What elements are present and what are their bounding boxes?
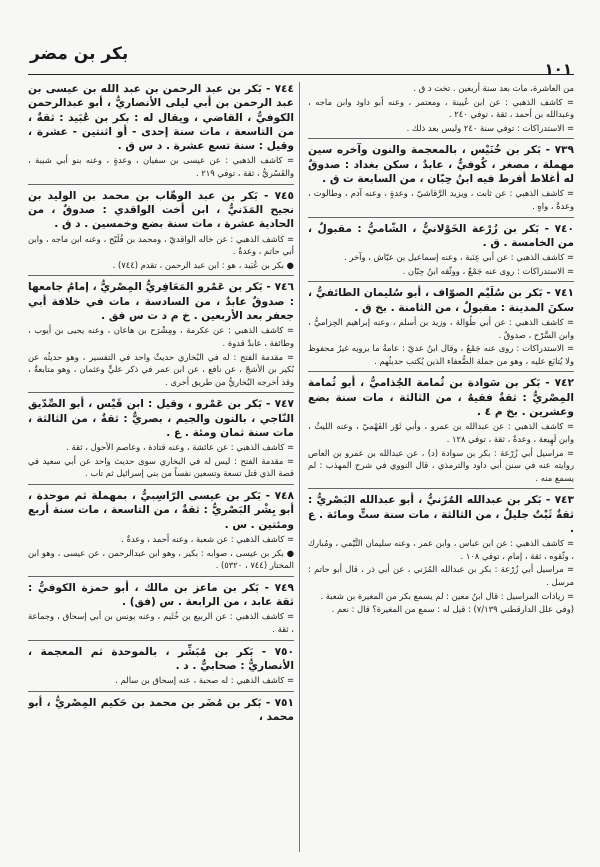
entry-heading: ٧٤٣ - بَكر بن عبدالله المُزَنيُّ ، أبو عبدالله البَصْريُّ : ثقةٌ ثَبْتٌ جليلٌ ، من الثالثة ، مات سنة ستٍّ ومائة . ع . <box>308 494 574 535</box>
entry-separator <box>28 691 294 692</box>
entry-heading: ٧٤٧ - بَكر بن عَمْرو ، وقيل : ابن قَيْس ، أبو الصِّدّيق النّاجي ، بالنون والجيم ، بصريٌّ : ثقةٌ ، من الثالثة ، مات سنة ثمان ومئة . ع . <box>28 398 294 439</box>
entry-heading: ٧٥١ - بَكر بن مُضَر بن محمد بن حَكيم المِصْريُّ ، أبو محمد ، <box>28 696 294 724</box>
entry-separator <box>28 640 294 641</box>
entry-heading: ٧٤٤ - بَكر بن عبد الرحمن بن عبد الله بن عيسى بن عبد الرحمن بن أبي ليلى الأنصاريُّ ، أبو عبدالرحمن الكوفيُّ ، القاضي ، ويقال له : بكر بن عُبَيد : ثقةٌ ، من التاسعة ، مات سنة إحدى - أو اثنتين - عشرة ، وقيل : سنة تسع عشرة . د س ق . <box>28 83 294 153</box>
entry-heading: ٧٤٦ - بَكر بن عَمْرو المَعَافِريُّ المِصْريُّ ، إمامُ جامعها : صدوقٌ عابدٌ ، من السادسة ، مات في خلافة أبي جعفر بعد الأربعين . خ م د ت س فق . <box>28 281 294 323</box>
biography-entry <box>308 493 574 616</box>
entry-paragraph: = كاشف الذهبي : عن شعبة ، وعنه أحمد ، وعدةٌ . <box>121 533 294 544</box>
entry-separator <box>28 184 294 185</box>
header-rule <box>28 74 574 75</box>
entry-paragraph: = كاشف الذهبي : عن الربيع بن خُثَيم ، وعنه يونس بن أبي إسحاق ، وجماعة ، ثقة . <box>28 611 294 634</box>
entry-separator <box>308 217 574 218</box>
entry-paragraph: = مراسيل أبي زُرْعة : بكر بن عبدالله المُزَني ، عن أبي ذر ، قال أبو حاتم : مرسل . <box>308 564 574 588</box>
entry-paragraph: = كاشف الذهبي : عن أبي طُوَالة ، وزيد بن أسلم ، وعنه إبراهيم الحِزاميُّ ، وابن السَّرْح ، صدوقٌ . <box>308 316 574 340</box>
biography-entry <box>28 581 294 636</box>
entry-paragraph: = كاشف الذهبي : عن أبي عِنَبة ، وعنه إسماعيل بن عيّاش ، وآخر . <box>344 252 574 263</box>
entry-heading: ٧٤٥ - بَكر بن عبد الوهّاب بن محمد بن الوليد بن نجيح المَدَنيُّ ، ابن أخت الواقدي : صدوقٌ ، من الحادية عشرة ، مات سنة بضع وخمسين . د ق . <box>28 189 294 231</box>
entry-paragraph: من العاشرة، مات بعد سنة أربعين . تخت د ق . <box>413 83 574 93</box>
entry-paragraph: = مقدمة الفتح : له في البُخاري حديثٌ واحد في التفسير ، وهو حديثُه عن بُكير بن الأشجّ ، عن نافع ، عن ابن عمر في ذكر عليٍّ وعثمان ، وهو متابعةٌ ، وقد أخرجه البُخاريُّ من طريق أخرى . <box>28 351 294 387</box>
entry-paragraph: = الاستدراكات : روى عنه جَمْعٌ ، ووثّقه ابنُ حِبّان . <box>402 265 574 276</box>
entry-separator <box>308 281 574 282</box>
entry-separator <box>28 275 294 276</box>
entry-paragraph: ● بكر بن عُبَيد ، هو : ابن عبد الرحمن ، تقدم (٧٤٤) . <box>112 259 294 270</box>
entry-heading: ٧٤٨ - بَكر بن عيسى الرّاسِبيُّ ، بمهملة ثم موحدة ، أبو بِشْر البَصْريُّ : ثقةٌ ، من التاسعة ، مات سنة أربع ومئتين . س . <box>28 490 294 531</box>
entry-paragraph: = مراسيل أبي زُرْعة : بكر بن سوادة (د) ، عن عبدالله بن عمرو بن العاص روايته عنه في سنن أبي داود والترمذي ، قال النووي في شرح المهذب : لم يسمع منه . <box>308 447 574 483</box>
entry-separator <box>308 138 574 139</box>
biography-entry <box>28 696 294 725</box>
running-head: بكر بن مضر <box>30 44 129 64</box>
entry-paragraph: = كاشف الذهبي : عن عبدالله بن عمرو ، وأبي ثَوْر الفَهْميّ ، وعنه الليثُ ، وابن لَهِيعة ، وعدةٌ ، ثقة ، توفي ١٢٨ . <box>308 421 574 444</box>
entry-paragraph: ● بكر بن عيسى ، صوابه : بكير ، وهو ابن عبدالرحمن ، عن عيسى ، وهو ابن المختار (٧٤٤ ، ٥٣٢٠) . <box>28 547 294 571</box>
biography-entry <box>28 280 294 388</box>
entry-paragraph: = كاشف الذهبي : عن ثابت ، ويزيد الرَّقاشيّ ، وعدةٍ ، وعنه آدم ، وطالوت ، وعدةٌ ، واهٍ . <box>308 188 574 211</box>
entry-paragraph: = كاشف الذهبي : عن عيسى بن سفيان ، وعدةٍ ، وعنه بنو أبي شيبة ، والقَسْريُّ ، ثقة ، توفي ٢١٩ . <box>28 155 294 179</box>
biography-entry <box>28 645 294 687</box>
biography-entry <box>308 286 574 367</box>
biography-entry <box>28 397 294 480</box>
entry-heading: ٧٥٠ - بَكر بن مُبَشِّر ، بالموحدة ثم المعجمة ، الأنصاريُّ : صحابيٌّ . د . <box>28 645 294 672</box>
entry-paragraph: = مقدمة الفتح : ليس له في البخاري سوى حديث واحد عن أبي سعيد في قصة الذي قتل تسعة وتسعين نفساً من بني إسرائيل ثم تاب . <box>28 455 294 479</box>
page-number: ١٠١ <box>544 60 572 78</box>
biography-entry <box>308 376 574 484</box>
entry-paragraph: = كاشف الذهبي : عن خاله الواقديّ ، ومحمد بن فُلَيْح ، وعنه ابن ماجه ، وابن أبي حاتم ، وعدةٌ . <box>28 233 294 257</box>
entry-paragraph: = كاشف الذهبي : عن عائشة ، وعنه قتادة ، وعاصم الأحول ، ثقة . <box>66 442 294 453</box>
column-divider <box>299 82 300 852</box>
entry-separator <box>28 392 294 393</box>
entry-paragraph: (وفي علل الدارقطني ٧/١٣٩) : قيل له : سمع من المغيرة؟ قال : نعم . <box>331 604 574 615</box>
right-column <box>308 82 574 860</box>
entry-heading: ٧٤٠ - بَكر بن زُرْعة الخَوْلانيُّ ، الشّاميُّ : مقبولٌ ، من الخامسة . ق . <box>308 222 574 249</box>
biography-entry <box>308 143 574 212</box>
entry-paragraph: = كاشف الذهبي : عن ابن عُيينة ، ومعتمر ، وعنه أبو داود وابن ماجه ، وعبدالله بن أحمد ، ثقة ، توفي ٢٤٠ . <box>308 96 574 120</box>
biography-entry <box>308 82 574 134</box>
biography-entry <box>308 222 574 278</box>
entry-heading: ٧٤٩ - بَكر بن ماعز بن مالك ، أبو حمزة الكوفيُّ : ثقة عابد ، من الرابعة . س (فق) . <box>28 581 294 609</box>
entry-paragraph: = الاستدراكات : روى عنه جَمْعٌ ، وقال ابنُ عديّ : عامةُ ما يرويه غيرُ محفوظ ولا يُتابَع عليه ، وهو من جملة الضُّعفاء الذين يُكتب حديثُهم . <box>308 343 574 366</box>
left-column <box>28 82 294 860</box>
entry-separator <box>308 371 574 372</box>
entry-heading: ٧٣٩ - بَكر بن خُنَيْس ، بالمعجمة والنون وآخره سين مهملة ، مصغر ، كُوفيٌّ ، عابدٌ ، سكن بغداد : صدوقٌ له أغلاط أفرط فيه ابنُ حِبّان ، من السابعة ت ق . <box>308 144 574 186</box>
biography-entry <box>28 189 294 272</box>
biography-entry <box>28 489 294 572</box>
entry-heading: ٧٤٢ - بَكر بن سَوادة بن ثُمامة الجُذاميُّ ، أبو ثُمامة المِصْريُّ : ثقةٌ فقيهٌ ، من الثالثة ، مات سنة بضع وعشرين . بخ م ٤ . <box>308 377 574 418</box>
entry-separator <box>28 484 294 485</box>
entry-paragraph: = كاشف الذهبي : عن عكرمة ، ومِشْرَح بن هاعان ، وعنه يحيى بن أيوب ، وطائفة ، عابدٌ قدوة . <box>28 325 294 348</box>
biography-entry <box>28 82 294 180</box>
entry-paragraph: = كاشف الذهبي : له صحبة ، عنه إسحاق بن سالم . <box>115 675 294 686</box>
entry-separator <box>28 576 294 577</box>
entry-paragraph: = كاشف الذهبي : عن ابن عباس ، وابن عمر ، وعنه سليمان التَّيْمي ، ومُبارك ، وثّقوه ، ثقة ، إمام ، توفي ١٠٨ . <box>308 538 574 561</box>
entry-paragraph: = زيادات المراسيل : قال ابنُ معين : لم يسمع بكر من المغيرة بن شعبة . <box>320 590 574 601</box>
entry-heading: ٧٤١ - بَكر بن سُلَيْم الصوّاف ، أبو سُليمان الطائفيُّ ، سكنَ المدينة : مقبولٌ ، من الثامنة . بخ ق . <box>308 287 574 314</box>
entry-paragraph: = الاستدراكات : توفي سنة ٢٤٠ وليس بعد ذلك . <box>406 122 574 133</box>
entry-separator <box>308 488 574 489</box>
